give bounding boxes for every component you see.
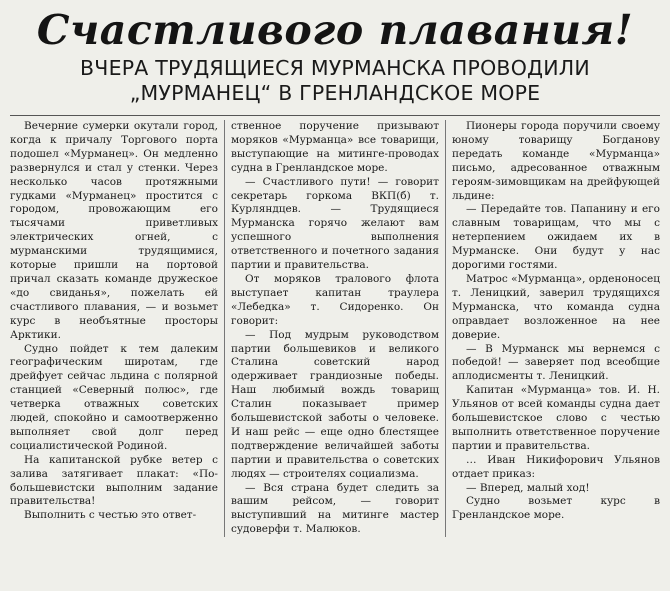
paragraph: ственное поручение призывают моряков «Мурманца» все товарищи, выступающие на митинге-проводах судна в Гренландское море.: [231, 120, 439, 174]
paragraph: От моряков тралового флота выступает капитан траулера «Лебедка» т. Сидоренко. Он говорит:: [231, 272, 439, 327]
subheadline-line-2: „МУРМАНЕЦ“ В ГРЕНЛАНДСКОЕ МОРЕ: [129, 81, 541, 105]
paragraph: — Передайте тов. Папанину и его славным товарищам, что мы с нетерпением ожидаем их в Мурманске. Они будут у нас дорогими гостями.: [452, 203, 660, 272]
column-divider: [445, 120, 446, 537]
paragraph: — Под мудрым руководством партии большевиков и великого Сталина советский народ одерживает грандиозные победы. Наш любимый вождь товарищ Сталин показывает пример большевистской заботы о человеке. И наш рейс — еще одно блестящее подтверждение величайшей заботы партии и правительства о советских людях — строителях социализма.: [231, 328, 439, 480]
paragraph: Капитан «Мурманца» тов. И. Н. Ульянов от всей команды судна дает большевистское слово с честью выполнить ответственное поручение партии и правительства.: [452, 384, 660, 452]
paragraph: — В Мурманск мы вернемся с победой! — заверяет под всеобщие аплодисменты т. Леницкий.: [452, 342, 660, 383]
paragraph: — Счастливого пути! — говорит секретарь горкома ВКП(б) т. Курляндцев. — Трудящиеся Мурманска горячо желают вам успешного выполнения ответственного и почетного задания партии и правительства.: [231, 175, 439, 272]
column-3: [452, 120, 660, 537]
paragraph: Выполнить с честью это ответ-: [24, 509, 197, 522]
paragraph: — Вся страна будет следить за вашим рейсом, — говорит выступивший на митинге мастер судоверфи т. Малюков.: [231, 481, 439, 536]
paragraph: … Иван Никифорович Ульянов отдает приказ:: [452, 453, 660, 480]
subheadline-line-1: ВЧЕРА ТРУДЯЩИЕСЯ МУРМАНСКА ПРОВОДИЛИ: [80, 56, 590, 80]
paragraph: Вечерние сумерки окутали город, когда к причалу Торгового порта подошел «Мурманец». Он медленно развернулся и стал у стенки. Через несколько часов протяжными гудками «Мурманец» простится с городом, провожающим его тысячами приветливых электрических огней, с мурманскими трудящимися, которые пришли на портовой причал сказать команде дружеское «до свиданья», пожелать ей счастливого плавания, — и возьмет курс в необъятные просторы Арктики.: [10, 120, 218, 341]
paragraph: Пионеры города поручили своему юному товарищу Богданову передать команде «Мурманца» письмо, адресованное отважным героям-зимовщикам на дрейфующей льдине:: [452, 120, 660, 202]
column-2: [231, 120, 439, 537]
headline: Счастливого плавания!: [36, 6, 634, 54]
article-columns: [10, 120, 660, 537]
paragraph: Судно пойдет к тем далеким географическим широтам, где дрейфует сейчас льдина с полярной станцией «Северный полюс», где четверка отважных советских людей, спокойно и самоотверженно выполняет свой долг перед социалистической Родиной.: [10, 342, 218, 452]
column-1: [10, 120, 218, 537]
paragraph: На капитанской рубке ветер с залива затягивает плакат: «По-большевистски выполним задание правительства!: [10, 453, 218, 508]
header-rule: [10, 115, 660, 116]
paragraph: Матрос «Мурманца», орденоносец т. Леницкий, заверил трудящихся Мурманска, что команда судна оправдает возложенное на нее доверие.: [452, 272, 660, 341]
column-divider: [224, 120, 225, 537]
paragraph: — Вперед, малый ход!: [466, 481, 590, 494]
paragraph: Судно возьмет курс в Гренландское море.: [452, 495, 660, 522]
